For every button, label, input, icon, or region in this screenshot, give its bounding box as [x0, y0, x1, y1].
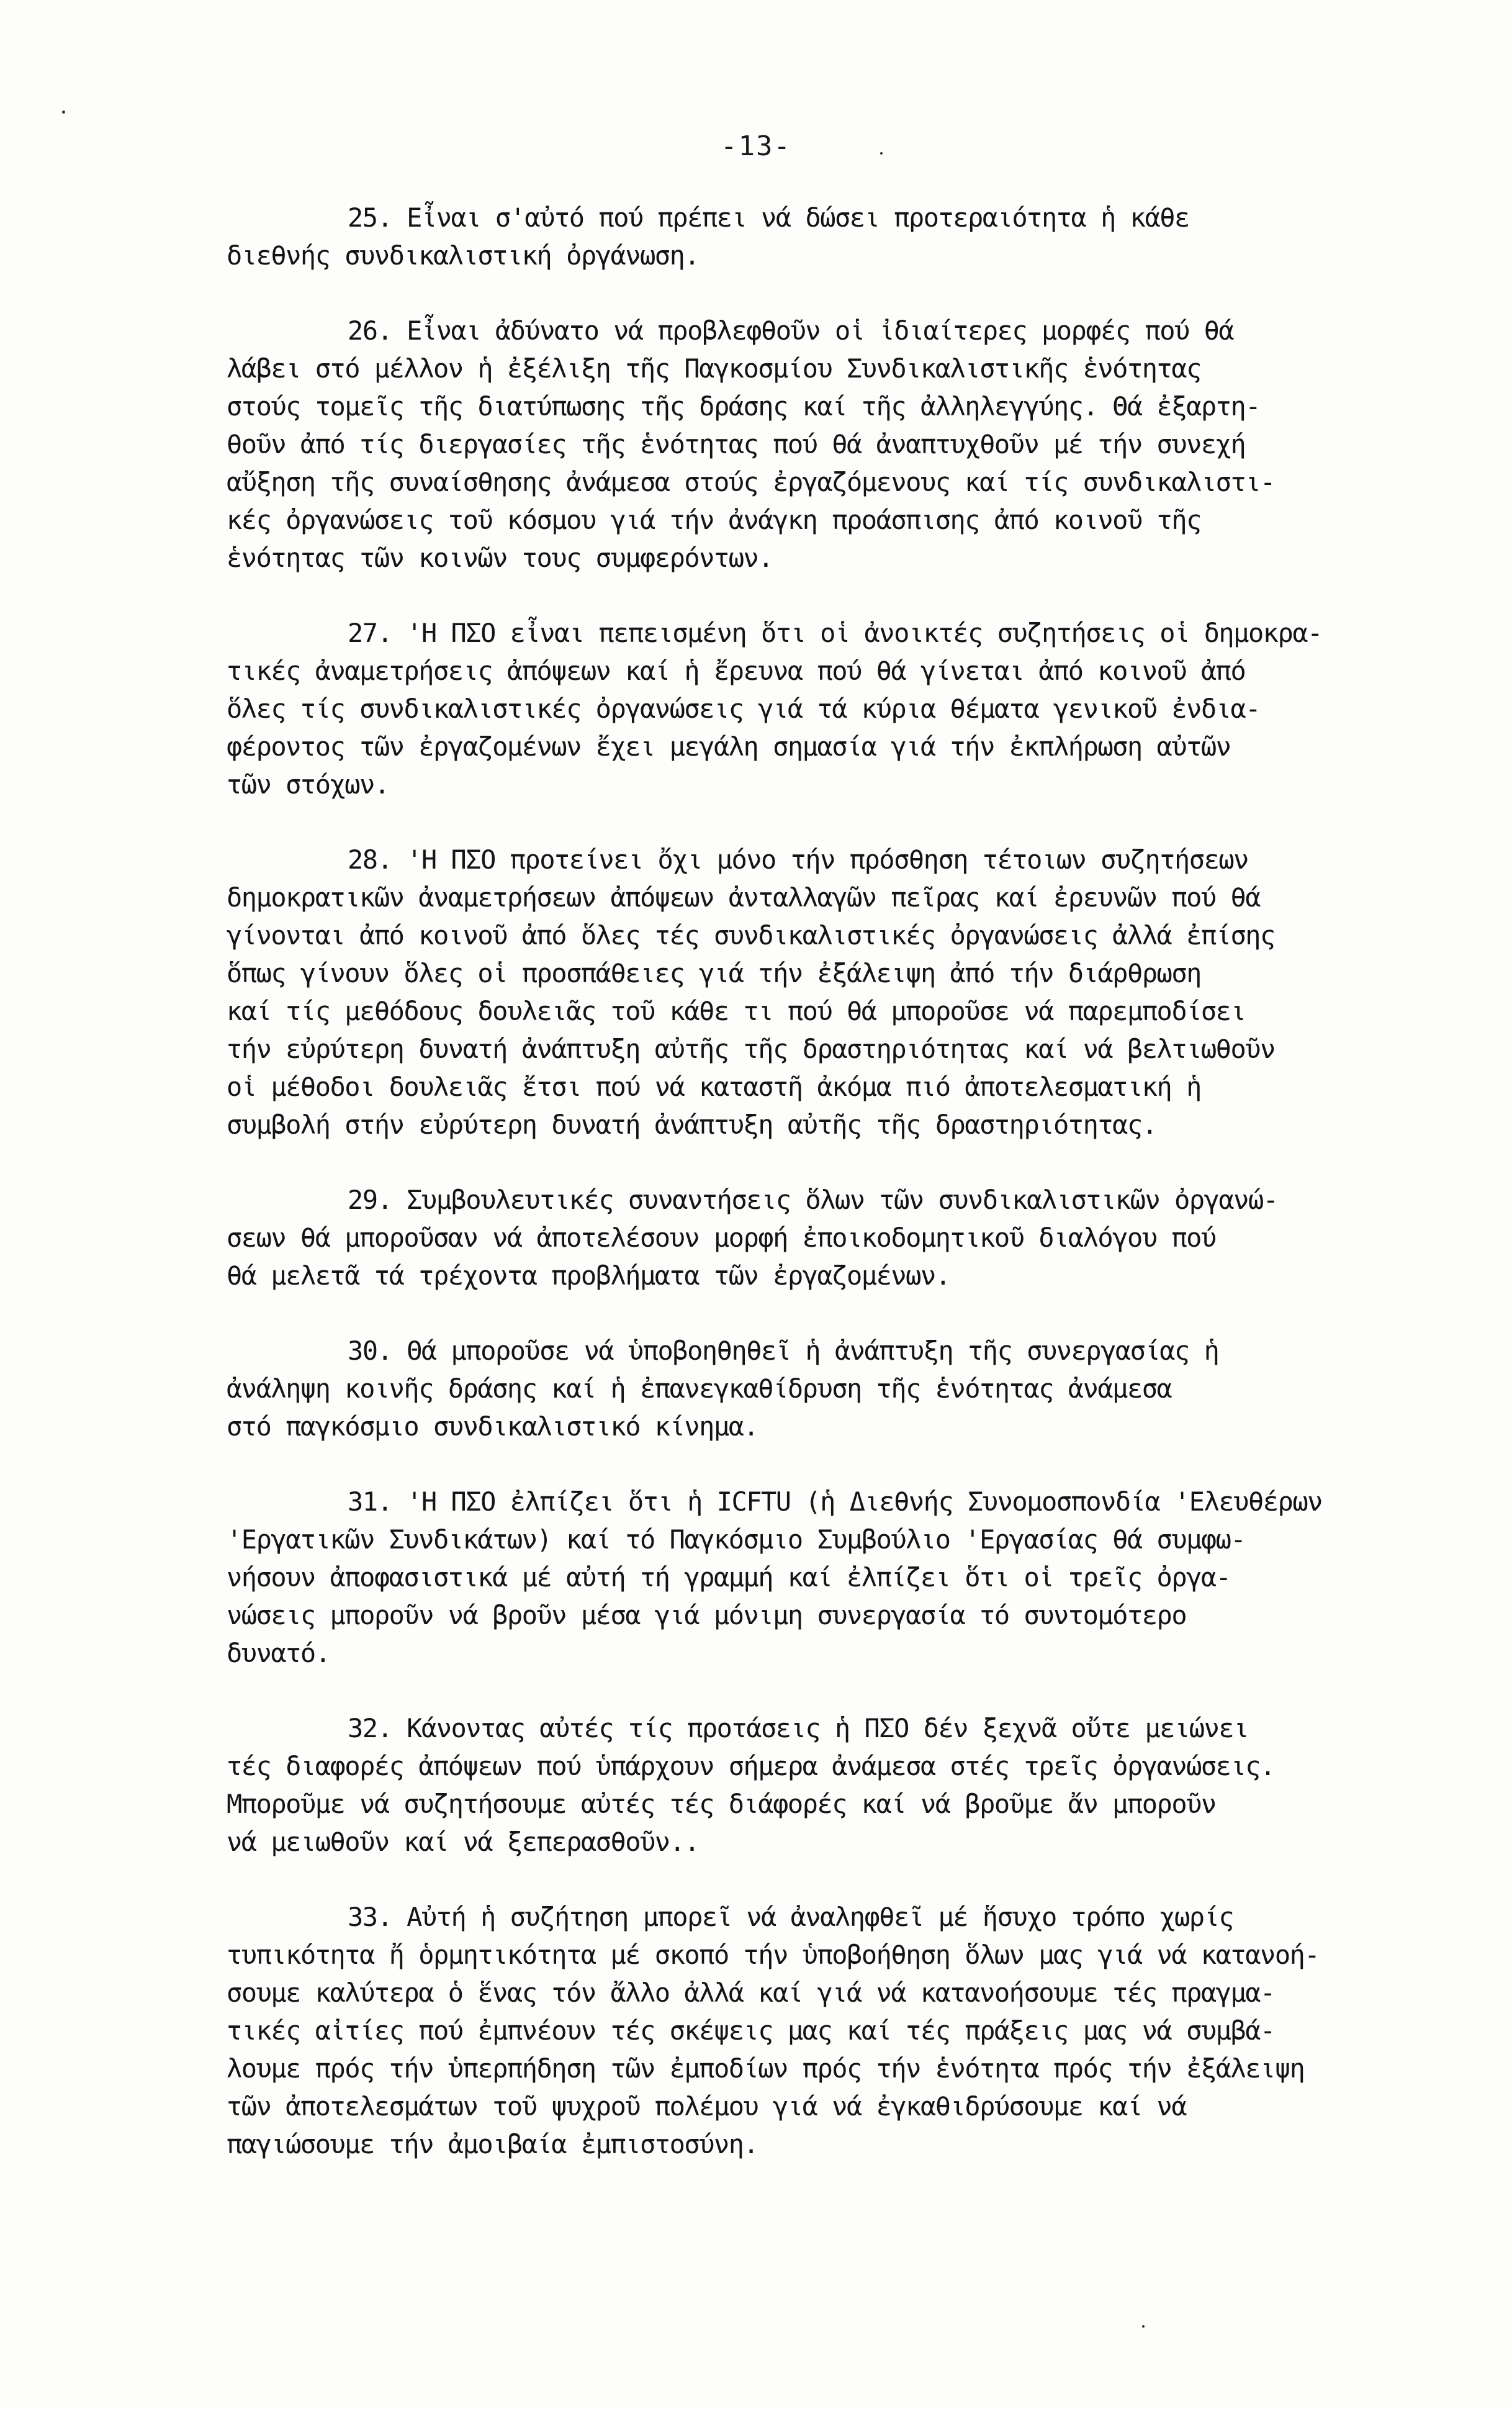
paragraph-9 — [227, 1898, 1356, 2163]
paragraph-4 — [227, 841, 1356, 1144]
text-line: διεθνής συνδικαλιστική ὀργάνωση. — [227, 240, 700, 271]
text-line: 28. 'Η ΠΣΟ προτείνει ὄχι μόνο τήν πρόσθηση τέτοιων συζητήσεων — [348, 844, 1248, 875]
paragraph-5 — [227, 1181, 1356, 1295]
scan-speck — [880, 152, 883, 155]
text-line: 'Εργατικῶν Συνδικάτων) καί τό Παγκόσμιο Συμβούλιο 'Εργασίας θά συμφω- — [227, 1524, 1246, 1555]
text-line: παγιώσουμε τήν ἀμοιβαία ἐμπιστοσύνη. — [227, 2129, 758, 2159]
paragraph-8 — [227, 1709, 1356, 1861]
text-line: θοῦν ἀπό τίς διεργασίες τῆς ἑνότητας πού θά ἀναπτυχθοῦν μέ τήν συνεχή — [227, 429, 1246, 459]
text-line: τῶν ἀποτελεσμάτων τοῦ ψυχροῦ πολέμου γιά νά ἐγκαθιδρύσουμε καί νά — [227, 2091, 1187, 2122]
document-body — [227, 199, 1356, 2200]
text-line: θά μελετᾶ τά τρέχοντα προβλήματα τῶν ἐργαζομένων. — [227, 1260, 950, 1291]
text-line: δημοκρατικῶν ἀναμετρήσεων ἀπόψεων ἀνταλλαγῶν πεῖρας καί ἐρευνῶν πού θά — [227, 882, 1261, 913]
text-line: τυπικότητα ἤ ὁρμητικότητα μέ σκοπό τήν ὑποβοήθηση ὅλων μας γιά νά κατανοή- — [227, 1940, 1320, 1970]
page-number: -13- — [721, 130, 791, 162]
text-line: ἑνότητας τῶν κοινῶν τους συμφερόντων. — [227, 543, 773, 573]
text-line: ὅπως γίνουν ὅλες οἱ προσπάθειες γιά τήν ἐξάλειψη ἀπό τήν διάρθρωση — [227, 958, 1201, 988]
text-line: Μποροῦμε νά συζητήσουμε αὐτές τές διάφορές καί νά βροῦμε ἄν μποροῦν — [227, 1789, 1216, 1819]
text-line: δυνατό. — [227, 1638, 330, 1668]
text-line: 31. 'Η ΠΣΟ ἐλπίζει ὅτι ἡ ICFTU (ἡ Διεθνής Συνομοσπονδία 'Ελευθέρων — [348, 1486, 1322, 1517]
text-line: συμβολή στήν εὐρύτερη δυνατή ἀνάπτυξη αὐτῆς τῆς δραστηριότητας. — [227, 1110, 1157, 1140]
paragraph-2 — [227, 312, 1356, 577]
text-line: 27. 'Η ΠΣΟ εἶναι πεπεισμένη ὅτι οἱ ἀνοικτές συζητήσεις οἱ δημοκρα- — [348, 618, 1322, 648]
text-line: νήσουν ἀποφασιστικά μέ αὐτή τή γραμμή καί ἐλπίζει ὅτι οἱ τρεῖς ὀργα- — [227, 1562, 1231, 1593]
text-line: τήν εὐρύτερη δυνατή ἀνάπτυξη αὐτῆς τῆς δραστηριότητας καί νά βελτιωθοῦν — [227, 1034, 1275, 1064]
text-line: στούς τομεῖς τῆς διατύπωσης τῆς δράσης καί τῆς ἀλληλεγγύης. Θά ἐξαρτη- — [227, 391, 1261, 422]
scan-speck — [1142, 2325, 1145, 2328]
text-line: 32. Κάνοντας αὐτές τίς προτάσεις ἡ ΠΣΟ δέν ξεχνᾶ οὔτε μειώνει — [348, 1713, 1248, 1743]
text-line: 33. Αὐτή ἡ συζήτηση μπορεῖ νά ἀναληφθεῖ μέ ἥσυχο τρόπο χωρίς — [348, 1902, 1234, 1932]
text-line: σεων θά μποροῦσαν νά ἀποτελέσουν μορφή ἐποικοδομητικοῦ διαλόγου πού — [227, 1223, 1216, 1253]
text-line: 26. Εἶναι ἀδύνατο νά προβλεφθοῦν οἱ ἰδιαίτερες μορφές πού θά — [348, 315, 1234, 346]
text-line: λάβει στό μέλλον ἡ ἐξέλιξη τῆς Παγκοσμίου Συνδικαλιστικῆς ἑνότητας — [227, 353, 1201, 384]
text-line: αὔξηση τῆς συναίσθησης ἀνάμεσα στούς ἐργαζόμενους καί τίς συνδικαλιστι- — [227, 467, 1275, 497]
text-line: νώσεις μποροῦν νά βροῦν μέσα γιά μόνιμη συνεργασία τό συντομότερο — [227, 1600, 1187, 1630]
text-line: 25. Εἶναι σ'αὐτό πού πρέπει νά δώσει προτεραιότητα ἡ κάθε — [348, 202, 1189, 233]
text-line: λουμε πρός τήν ὑπερπήδηση τῶν ἐμποδίων πρός τήν ἑνότητα πρός τήν ἐξάλειψη — [227, 2053, 1305, 2084]
text-line: φέροντος τῶν ἐργαζομένων ἔχει μεγάλη σημασία γιά τήν ἐκπλήρωση αὐτῶν — [227, 731, 1231, 762]
paragraph-3 — [227, 614, 1356, 803]
text-line: σουμε καλύτερα ὁ ἕνας τόν ἄλλο ἀλλά καί γιά νά κατανοήσουμε τές πραγμα- — [227, 1977, 1275, 2008]
paragraph-1 — [227, 199, 1356, 274]
text-line: στό παγκόσμιο συνδικαλιστικό κίνημα. — [227, 1411, 758, 1442]
text-line: τές διαφορές ἀπόψεων πού ὑπάρχουν σήμερα ἀνάμεσα στές τρεῖς ὀργανώσεις. — [227, 1751, 1275, 1781]
text-line: γίνονται ἀπό κοινοῦ ἀπό ὅλες τές συνδικαλιστικές ὀργανώσεις ἀλλά ἐπίσης — [227, 920, 1275, 951]
text-line: οἱ μέθοδοι δουλειᾶς ἔτσι πού νά καταστῆ ἀκόμα πιό ἀποτελεσματική ἡ — [227, 1072, 1201, 1102]
paragraph-6 — [227, 1332, 1356, 1445]
text-line: τικές ἀναμετρήσεις ἀπόψεων καί ἡ ἔρευνα πού θά γίνεται ἀπό κοινοῦ ἀπό — [227, 656, 1246, 686]
text-line: νά μειωθοῦν καί νά ξεπερασθοῦν.. — [227, 1827, 700, 1857]
text-line: 29. Συμβουλευτικές συναντήσεις ὅλων τῶν συνδικαλιστικῶν ὀργανώ- — [348, 1185, 1278, 1215]
text-line: τικές αἰτίες πού ἐμπνέουν τές σκέψεις μας καί τές πράξεις μας νά συμβά- — [227, 2015, 1275, 2046]
text-line: ἀνάληψη κοινῆς δράσης καί ἡ ἐπανεγκαθίδρυση τῆς ἑνότητας ἀνάμεσα — [227, 1373, 1172, 1404]
text-line: τῶν στόχων. — [227, 769, 389, 800]
text-line: καί τίς μεθόδους δουλειᾶς τοῦ κάθε τι πού θά μποροῦσε νά παρεμποδίσει — [227, 996, 1246, 1026]
text-line: κές ὀργανώσεις τοῦ κόσμου γιά τήν ἀνάγκη προάσπισης ἀπό κοινοῦ τῆς — [227, 505, 1201, 535]
text-line: ὅλες τίς συνδικαλιστικές ὀργανώσεις γιά τά κύρια θέματα γενικοῦ ἐνδια- — [227, 694, 1261, 724]
paragraph-7 — [227, 1483, 1356, 1672]
text-line: 30. Θά μποροῦσε νά ὑποβοηθηθεῖ ἡ ἀνάπτυξη τῆς συνεργασίας ἡ — [348, 1336, 1219, 1366]
scan-speck — [62, 111, 65, 114]
